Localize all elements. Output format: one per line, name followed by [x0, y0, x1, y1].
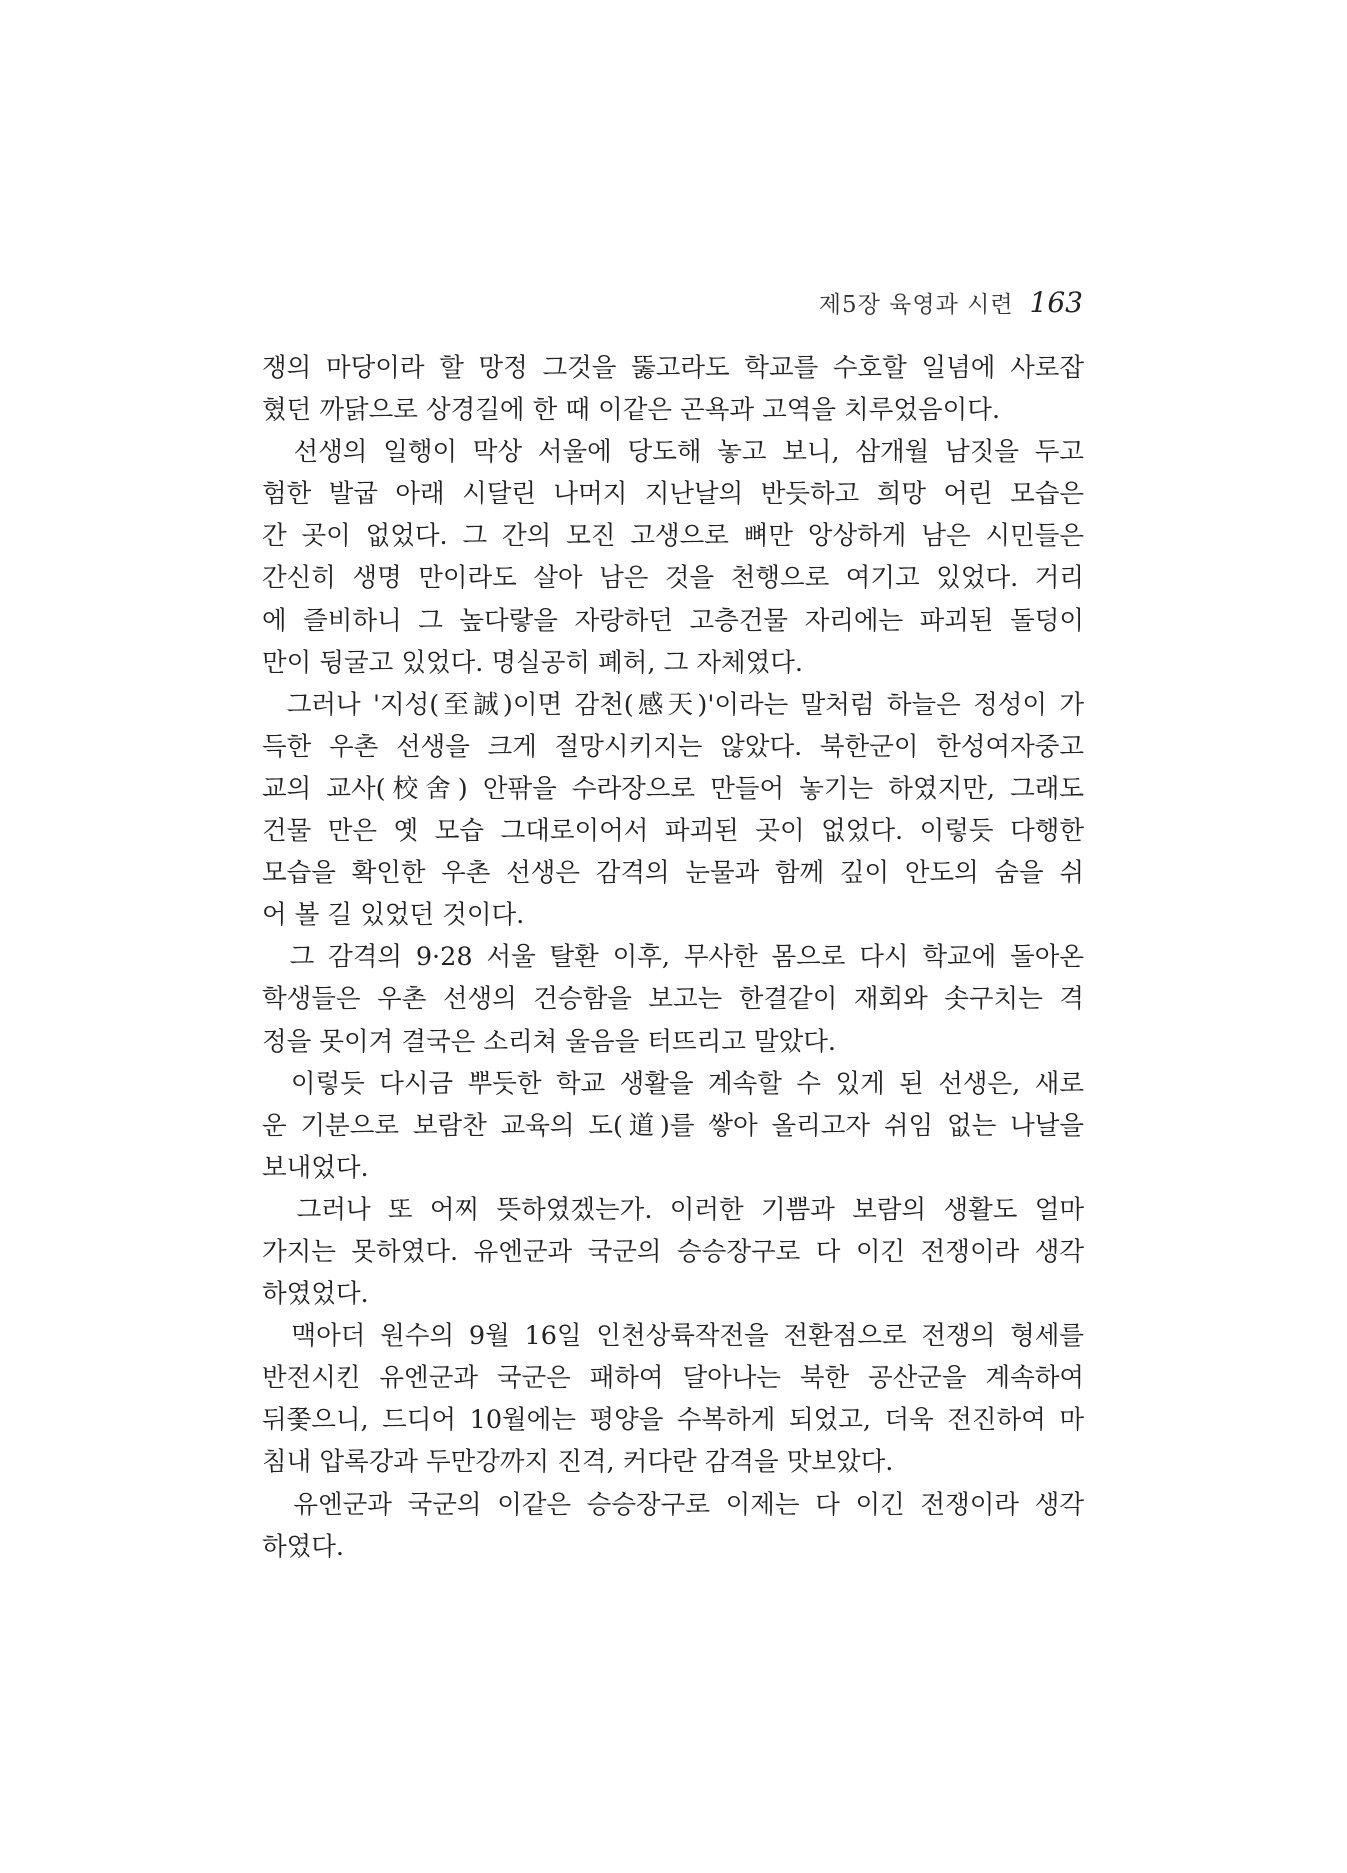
text-line: 하였었다.	[262, 1279, 369, 1310]
text-line: 유엔군과 국군의 이같은 승승장구로 이제는 다 이긴 전쟁이라 생각	[262, 1489, 1084, 1520]
text-line: 건물 만은 옛 모습 그대로이어서 파괴된 곳이 없었다. 이렇듯 다행한	[262, 816, 1084, 847]
text-line: 가지는 못하였다. 유엔군과 국군의 승승장구로 다 이긴 전쟁이라 생각	[262, 1236, 1084, 1267]
text-line: 쟁의 마당이라 할 망정 그것을 뚫고라도 학교를 수호할 일념에 사로잡	[262, 353, 1084, 383]
text-line: 이렇듯 다시금 뿌듯한 학교 생활을 계속할 수 있게 된 선생은, 새로	[262, 1068, 1084, 1099]
text-line: 만이 뒹굴고 있었다. 명실공히 폐허, 그 자체였다.	[262, 647, 803, 678]
text-line: 뒤쫓으니, 드디어 10월에는 평양을 수복하게 되었고, 더욱 전진하여 마	[262, 1405, 1084, 1436]
text-line: 혔던 까닭으로 상경길에 한 때 이같은 곤욕과 고역을 치루었음이다.	[262, 395, 1001, 426]
text-line: 모습을 확인한 우촌 선생은 감격의 눈물과 함께 깊이 안도의 숨을 쉬	[262, 858, 1084, 889]
text-line: 간신히 생명 만이라도 살아 남은 것을 천행으로 여기고 있었다. 거리	[262, 563, 1084, 594]
text-line: 운 기분으로 보람찬 교육의 도(道)를 쌓아 올리고자 쉬임 없는 나날을	[262, 1110, 1084, 1141]
text-line: 어 볼 길 있었던 것이다.	[262, 900, 525, 931]
text-line: 에 즐비하니 그 높다랗을 자랑하던 고층건물 자리에는 파괴된 돌덩이	[262, 605, 1084, 636]
body-text	[262, 347, 1084, 1568]
chapter-title: 제5장 육영과 시련	[818, 292, 1014, 318]
text-line: 정을 못이겨 결국은 소리쳐 울음을 터뜨리고 말았다.	[262, 1026, 837, 1057]
text-line: 학생들은 우촌 선생의 건승함을 보고는 한결같이 재회와 솟구치는 격	[262, 984, 1084, 1015]
text-line: 보내었다.	[262, 1152, 369, 1183]
text-line: 험한 발굽 아래 시달린 나머지 지난날의 반듯하고 희망 어린 모습은	[262, 479, 1084, 510]
page-number: 163	[1029, 286, 1083, 319]
text-line: 그러나 '지성(至誠)이면 감천(感天)'이라는 말처럼 하늘은 정성이 가	[262, 689, 1084, 720]
text-line: 반전시킨 유엔군과 국군은 패하여 달아나는 북한 공산군을 계속하여	[262, 1363, 1084, 1394]
text-line: 그 감격의 9·28 서울 탈환 이후, 무사한 몸으로 다시 학교에 돌아온	[262, 942, 1084, 973]
text-line: 하였다.	[262, 1531, 345, 1562]
text-line: 침내 압록강과 두만강까지 진격, 커다란 감격을 맛보았다.	[262, 1447, 894, 1478]
text-line: 간 곳이 없었다. 그 간의 모진 고생으로 뼈만 앙상하게 남은 시민들은	[262, 521, 1084, 552]
running-head	[819, 286, 1083, 319]
text-line: 선생의 일행이 막상 서울에 당도해 놓고 보니, 삼개월 남짓을 두고	[262, 437, 1084, 468]
text-line: 득한 우촌 선생을 크게 절망시키지는 않았다. 북한군이 한성여자중고	[262, 731, 1084, 762]
text-line: 그러나 또 어찌 뜻하였겠는가. 이러한 기쁨과 보람의 생활도 얼마	[262, 1194, 1084, 1225]
text-line: 교의 교사(校舍) 안팎을 수라장으로 만들어 놓기는 하였지만, 그래도	[262, 773, 1084, 804]
text-line: 맥아더 원수의 9월 16일 인천상륙작전을 전환점으로 전쟁의 형세를	[262, 1321, 1084, 1352]
